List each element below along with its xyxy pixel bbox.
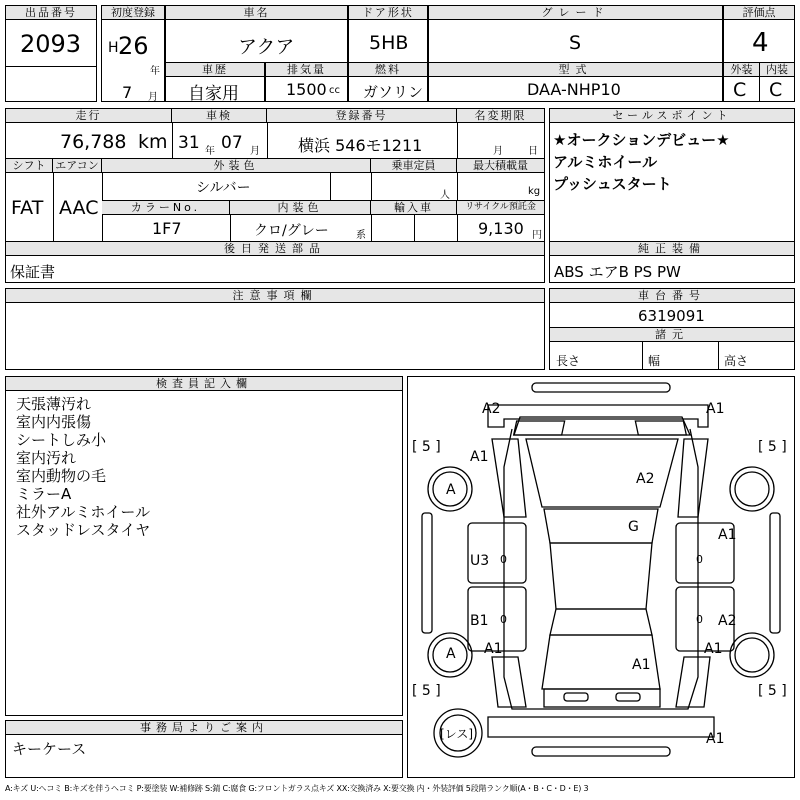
displacement-box: 排気量 1500 cc: [265, 62, 348, 102]
history: 自家用: [188, 84, 239, 104]
ext-grade: C: [733, 79, 747, 101]
later-parts-box: 後日発送部品 保証書: [5, 241, 545, 283]
inspector-line-2: 室内内張傷: [16, 413, 92, 431]
chassis-number: 6319091: [638, 307, 705, 325]
ext-grade-box: 外装 C: [723, 62, 760, 102]
fuel-box: 燃料 ガソリン: [348, 62, 428, 102]
era: H: [108, 40, 119, 56]
inspector-line-1: 天張薄汚れ: [16, 395, 92, 413]
insp-month: 07: [221, 133, 243, 153]
model-code: DAA-NHP10: [527, 80, 621, 99]
inspector-line-5: 室内動物の毛: [16, 467, 107, 485]
door-box: ドア形状 5HB: [348, 5, 428, 63]
mark-wheel-fl: A: [446, 482, 456, 498]
grade-box: グレード S: [428, 5, 723, 63]
color-no: 1F7: [152, 219, 182, 238]
sales-point-2: アルミホイール: [553, 153, 658, 171]
tire-fr: [ 5 ]: [758, 439, 787, 455]
chassis-box: 車台番号 6319091 諸元 長さ 幅 高さ: [549, 288, 795, 370]
mark-hood: A2: [636, 471, 655, 487]
notes-box: 注意事項欄: [5, 288, 545, 370]
reg-label: 初度登録: [102, 6, 164, 20]
inspector-box: 検査員記入欄 天張薄汚れ 室内内張傷 シートしみ小 室内汚れ 室内動物の毛 ミラーA 社外アルミホイール スタッドレスタイヤ: [5, 376, 403, 716]
int-grade: C: [769, 79, 783, 101]
history-box: 車歴 自家用: [165, 62, 265, 102]
int-color: クロ/グレー: [254, 223, 329, 239]
equipment-box: 純正装備 ABS エアB PS PW: [549, 241, 795, 283]
mark-quarter-rr: A2: [718, 613, 737, 629]
registration-box: 初度登録 H 26 年 7 月: [101, 5, 165, 102]
office-box: 事務局よりご案内 キーケース: [5, 720, 403, 778]
mark-rear-fender-l: A1: [484, 641, 503, 657]
inspector-line-8: スタッドレスタイヤ: [16, 521, 151, 539]
recycle: 9,130: [478, 219, 524, 238]
displacement: 1500: [286, 80, 327, 99]
sales-point-3: プッシュスタート: [553, 175, 672, 193]
mark-front-left: A2: [482, 401, 501, 417]
office-note: キーケース: [12, 740, 87, 758]
plate: 横浜 546モ1211: [298, 136, 423, 155]
reg-month: 7: [122, 83, 133, 102]
score-box: 評価点 4: [723, 5, 795, 63]
mark-wheel-rl: A: [446, 646, 456, 662]
car-outline: [408, 377, 794, 777]
mark-rear-fender-r: A1: [704, 641, 723, 657]
details-box: 走行 車検 登録番号 名変期限 76,788 km 31 年 07 月 横浜 546モ1211 月 日 シフト エアコン 外装色 乗車定員 最大積載量 FAT AAC シルバー 人 kg カラーNo. 内装色 輸入車 リサイクル預託金 1F7 クロ/グレー 系 9,130 円: [5, 108, 545, 242]
car-name-box: 車名 アクア: [165, 5, 348, 63]
mark-trunk: A1: [632, 657, 651, 673]
shift: FAT: [11, 197, 44, 219]
mark-spare: [レス]: [440, 727, 474, 741]
mark-door-left: U3: [470, 553, 490, 569]
color: シルバー: [196, 180, 251, 196]
car-diagram: A2 A1 A1 A2 G A1 U3 B1 A2 A1 A1 A1 A1 A A [レス] [ 5 ] [ 5 ] [ 5 ] [ 5 ] 0 0 0 0: [407, 376, 795, 778]
mark-front-right: A1: [706, 401, 725, 417]
model-box: 型式 DAA-NHP10: [428, 62, 723, 102]
mark-roof: G: [628, 519, 639, 535]
inspector-line-4: 室内汚れ: [16, 449, 77, 467]
door-type: 5HB: [369, 32, 409, 54]
lot-box: [5, 5, 97, 102]
ac: AAC: [59, 197, 99, 219]
inspector-line-3: シートしみ小: [16, 431, 107, 449]
insp-year: 31: [178, 133, 200, 153]
tire-rl: [ 5 ]: [412, 683, 441, 699]
legend: A:キズ U:ヘコミ B:キズを伴うヘコミ P:要塗装 W:補修跡 S:錆 C:腐食 G:フロントガラス点キズ XX:交換済み X:要交換 内・外装評価 5段階ランク順(A・B・C・D・E) 3: [5, 784, 589, 793]
tire-rr: [ 5 ]: [758, 683, 787, 699]
sales-points-box: セールスポイント ★オークションデビュー★ アルミホイール プッシュスタート: [549, 108, 795, 242]
later-parts: 保証書: [10, 263, 56, 281]
lot-label: 出品番号: [6, 6, 96, 20]
grade: S: [569, 32, 582, 54]
lot-number: 2093: [20, 30, 82, 58]
inspector-line-7: 社外アルミホイール: [16, 503, 151, 521]
mileage: 76,788: [60, 131, 127, 153]
reg-year: 26: [118, 32, 149, 60]
mark-fender-fl: A1: [470, 449, 489, 465]
int-grade-box: 内装 C: [759, 62, 795, 102]
mark-quarter-rl: B1: [470, 613, 489, 629]
sales-point-1: ★オークションデビュー★: [553, 131, 730, 149]
mark-rear-bumper: A1: [706, 731, 725, 747]
fuel: ガソリン: [363, 83, 424, 101]
equipment: ABS エアB PS PW: [554, 263, 681, 281]
inspector-line-6: ミラーA: [16, 485, 72, 503]
mark-door-fr: A1: [718, 527, 737, 543]
car-name: アクア: [238, 36, 295, 58]
tire-fl: [ 5 ]: [412, 439, 441, 455]
score: 4: [752, 28, 769, 58]
